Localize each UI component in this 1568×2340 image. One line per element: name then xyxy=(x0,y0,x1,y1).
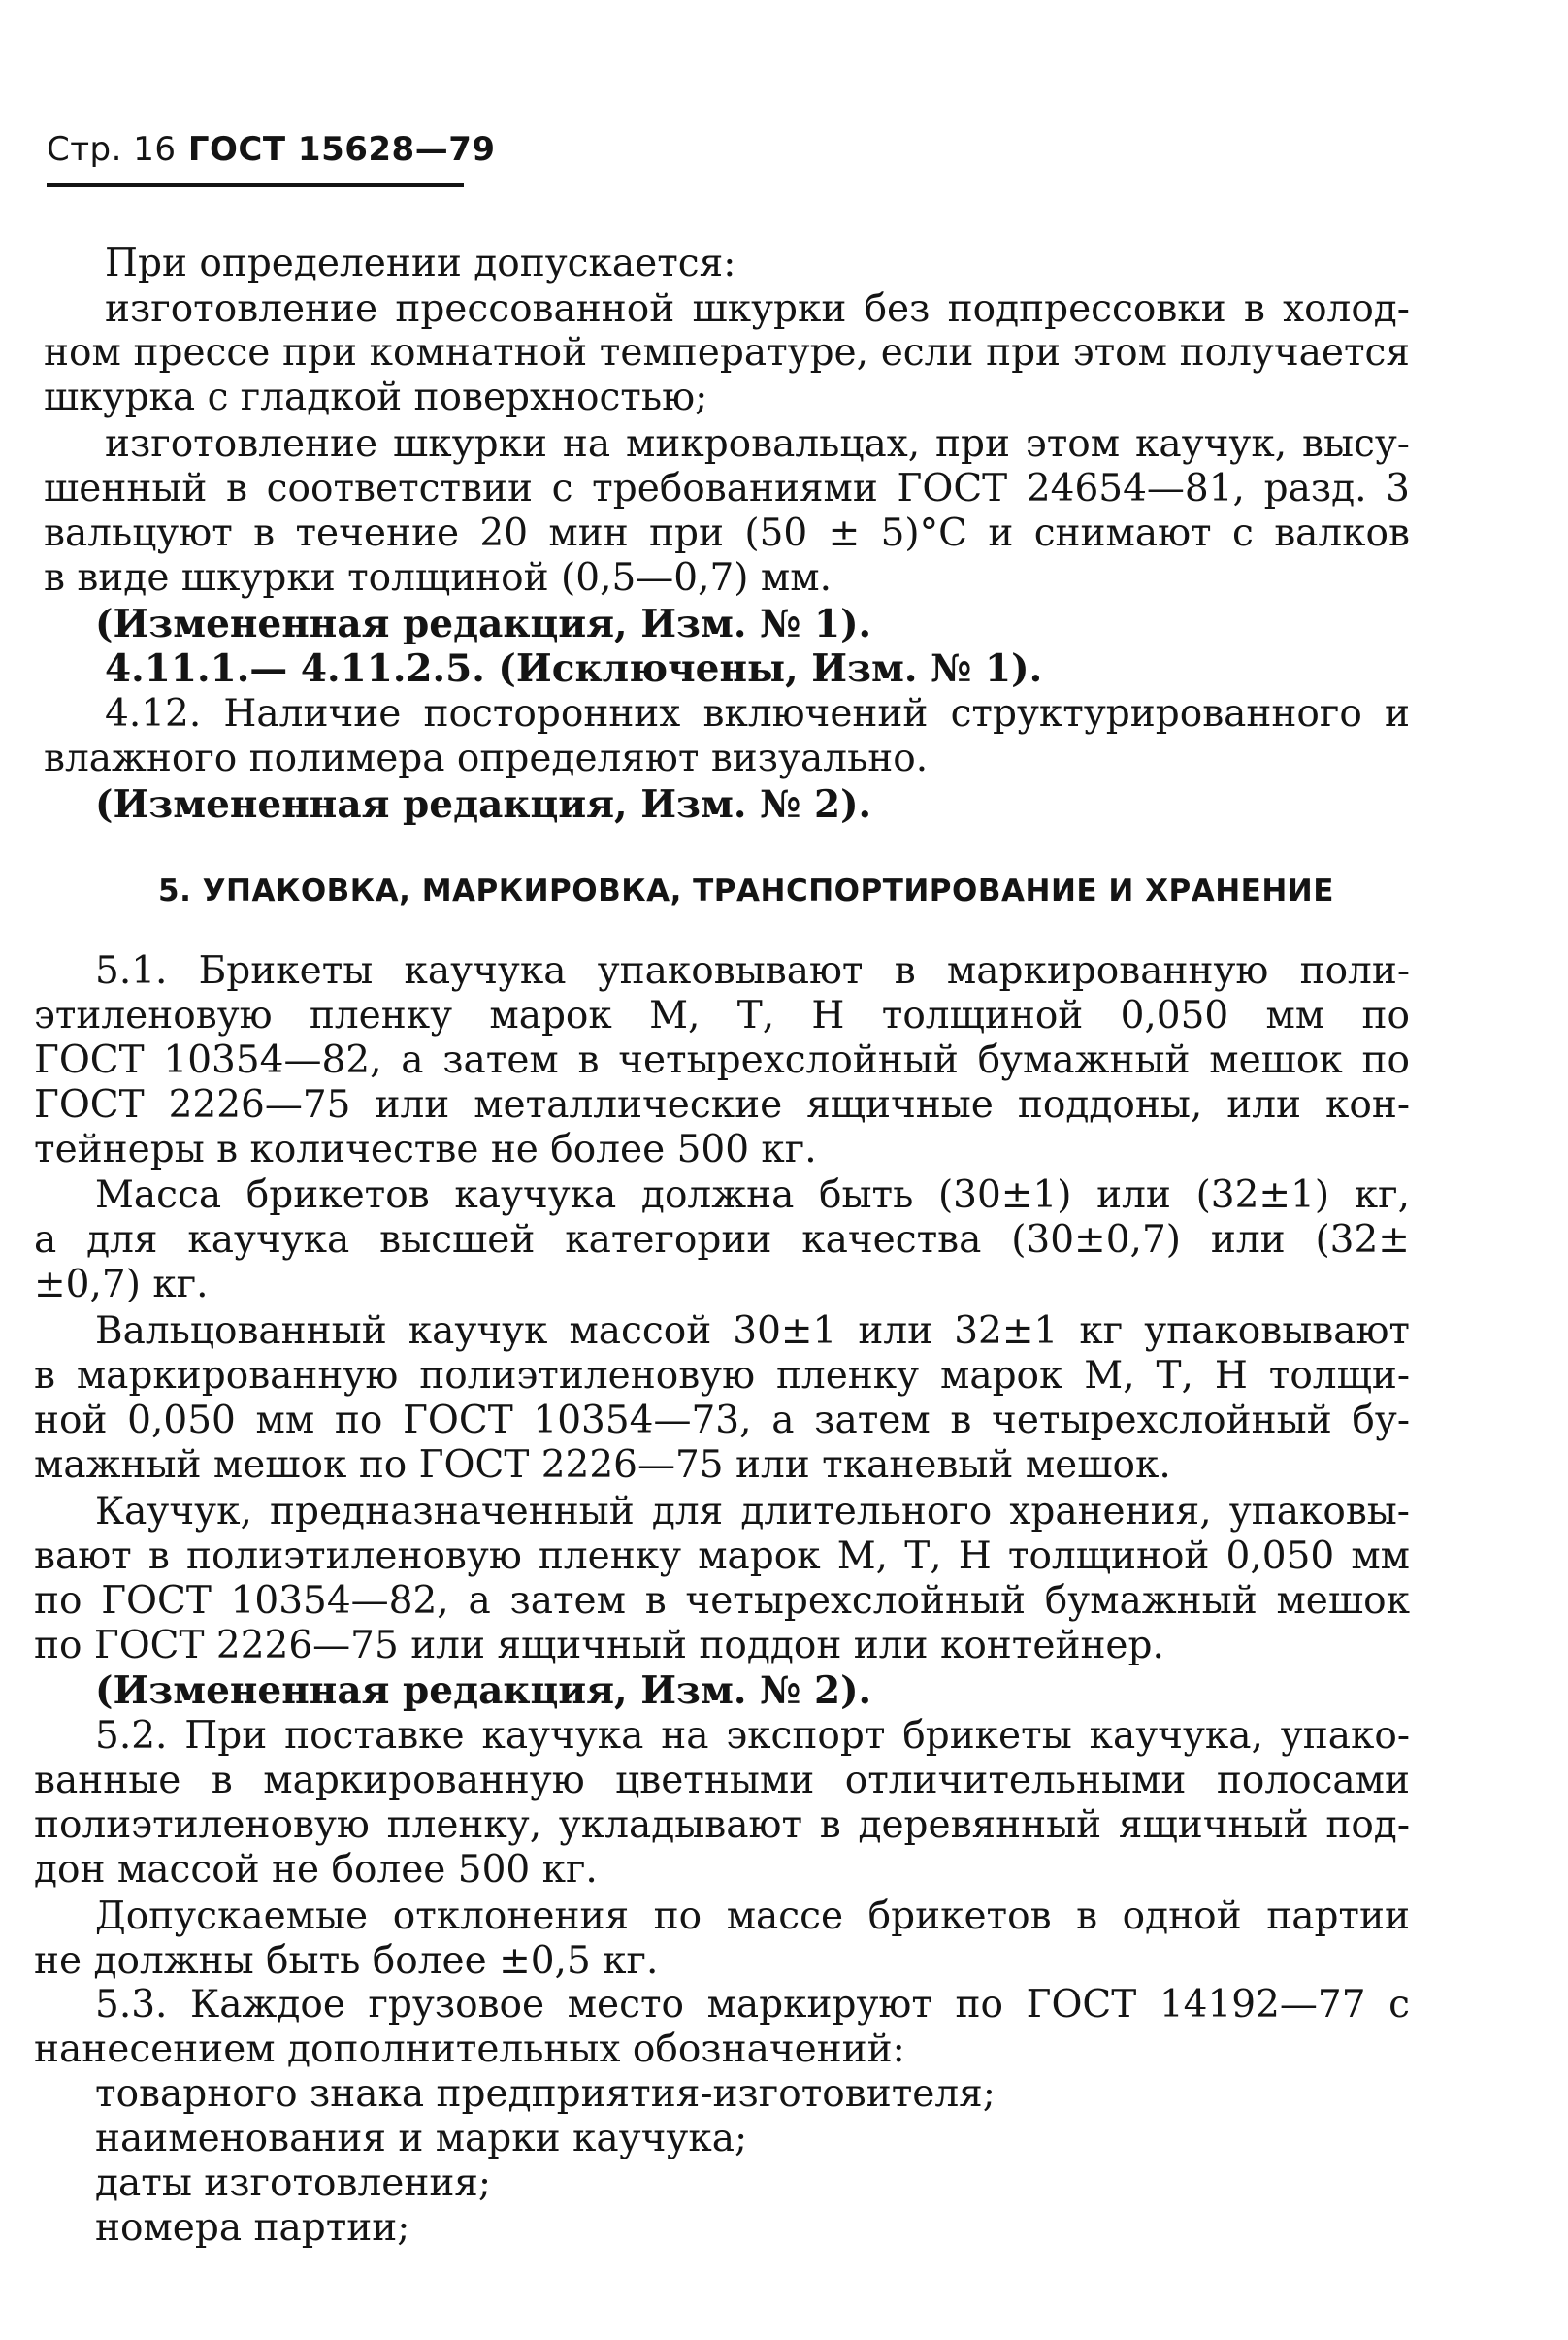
text-line: вальцуют в течение 20 мин при (50 ± 5)°С и снимают с валков xyxy=(44,511,1410,555)
section-heading: 5. УПАКОВКА, МАРКИРОВКА, ТРАНСПОРТИРОВАНИЕ И ХРАНЕНИЕ xyxy=(158,873,1334,908)
text-line: ГОСТ 2226—75 или металлические ящичные поддоны, или кон- xyxy=(34,1083,1410,1127)
list-item: наименования и марки каучука; xyxy=(95,2117,748,2160)
text-line: полиэтиленовую пленку, укладывают в деревянный ящичный под- xyxy=(34,1803,1410,1847)
text-line: ной 0,050 мм по ГОСТ 10354—73, а затем в четырехслойный бу- xyxy=(34,1399,1410,1442)
text-line: в виде шкурки толщиной (0,5—0,7) мм. xyxy=(44,556,832,600)
text-line: по ГОСТ 10354—82, а затем в четырехслойный бумажный мешок xyxy=(34,1579,1410,1623)
text-line: Вальцованный каучук массой 30±1 или 32±1 кг упаковывают xyxy=(95,1309,1410,1353)
text-line: вают в полиэтиленовую пленку марок М, Т, Н толщиной 0,050 мм xyxy=(34,1534,1410,1578)
standard-code: ГОСТ 15628—79 xyxy=(187,130,496,169)
text-line: 5.1. Брикеты каучука упаковывают в маркированную поли- xyxy=(95,949,1410,993)
amendment-note: (Измененная редакция, Изм. № 1). xyxy=(95,602,872,646)
text-line: а для каучука высшей категории качества (30±0,7) или (32± xyxy=(34,1218,1410,1262)
text-line: ном прессе при комнатной температуре, если при этом получается xyxy=(44,331,1410,375)
text-line: Каучук, предназначенный для длительного хранения, упаковы- xyxy=(95,1490,1410,1533)
list-item: номера партии; xyxy=(95,2206,410,2250)
list-item: товарного знака предприятия-изготовителя; xyxy=(95,2072,996,2116)
text-line: влажного полимера определяют визуально. xyxy=(44,737,929,780)
text-line: не должны быть более ±0,5 кг. xyxy=(34,1939,659,1983)
text-line: шкурка с гладкой поверхностью; xyxy=(44,376,708,419)
text-line: Допускаемые отклонения по массе брикетов в одной партии xyxy=(95,1895,1410,1938)
text-line: ГОСТ 10354—82, а затем в четырехслойный бумажный мешок по xyxy=(34,1038,1410,1082)
page-header xyxy=(47,130,496,169)
text-line: в маркированную полиэтиленовую пленку марок М, Т, Н толщи- xyxy=(34,1354,1410,1398)
text-line: нанесением дополнительных обозначений: xyxy=(34,2027,905,2071)
text-line: тейнеры в количестве не более 500 кг. xyxy=(34,1128,817,1171)
page-number: Стр. 16 xyxy=(47,130,177,169)
text-line: мажный мешок по ГОСТ 2226—75 или тканевый мешок. xyxy=(34,1443,1171,1487)
text-line: дон массой не более 500 кг. xyxy=(34,1848,598,1892)
excluded-clauses: 4.11.1.— 4.11.2.5. (Исключены, Изм. № 1). xyxy=(105,646,1043,691)
text-line: изготовление шкурки на микровальцах, при этом каучук, высу- xyxy=(105,422,1410,466)
amendment-note: (Измененная редакция, Изм. № 2). xyxy=(95,782,872,827)
text-line: При определении допускается: xyxy=(105,242,736,285)
text-line: этиленовую пленку марок М, Т, Н толщиной 0,050 мм по xyxy=(34,994,1410,1038)
text-line: шенный в соответствии с требованиями ГОСТ 24654—81, разд. 3 xyxy=(44,467,1410,511)
header-rule xyxy=(47,183,464,187)
text-line: 5.2. При поставке каучука на экспорт брикеты каучука, упако- xyxy=(95,1714,1410,1758)
list-item: даты изготовления; xyxy=(95,2161,492,2205)
text-line: ±0,7) кг. xyxy=(34,1263,209,1306)
text-line: изготовление прессованной шкурки без подпрессовки в холод- xyxy=(105,287,1410,331)
text-line: Масса брикетов каучука должна быть (30±1) или (32±1) кг, xyxy=(95,1173,1410,1217)
text-line: по ГОСТ 2226—75 или ящичный поддон или контейнер. xyxy=(34,1624,1164,1667)
amendment-note: (Измененная редакция, Изм. № 2). xyxy=(95,1668,872,1713)
text-line: ванные в маркированную цветными отличительными полосами xyxy=(34,1759,1410,1802)
text-line: 4.12. Наличие посторонних включений структурированного и xyxy=(105,692,1410,736)
text-line: 5.3. Каждое грузовое место маркируют по ГОСТ 14192—77 с xyxy=(95,1983,1410,2027)
